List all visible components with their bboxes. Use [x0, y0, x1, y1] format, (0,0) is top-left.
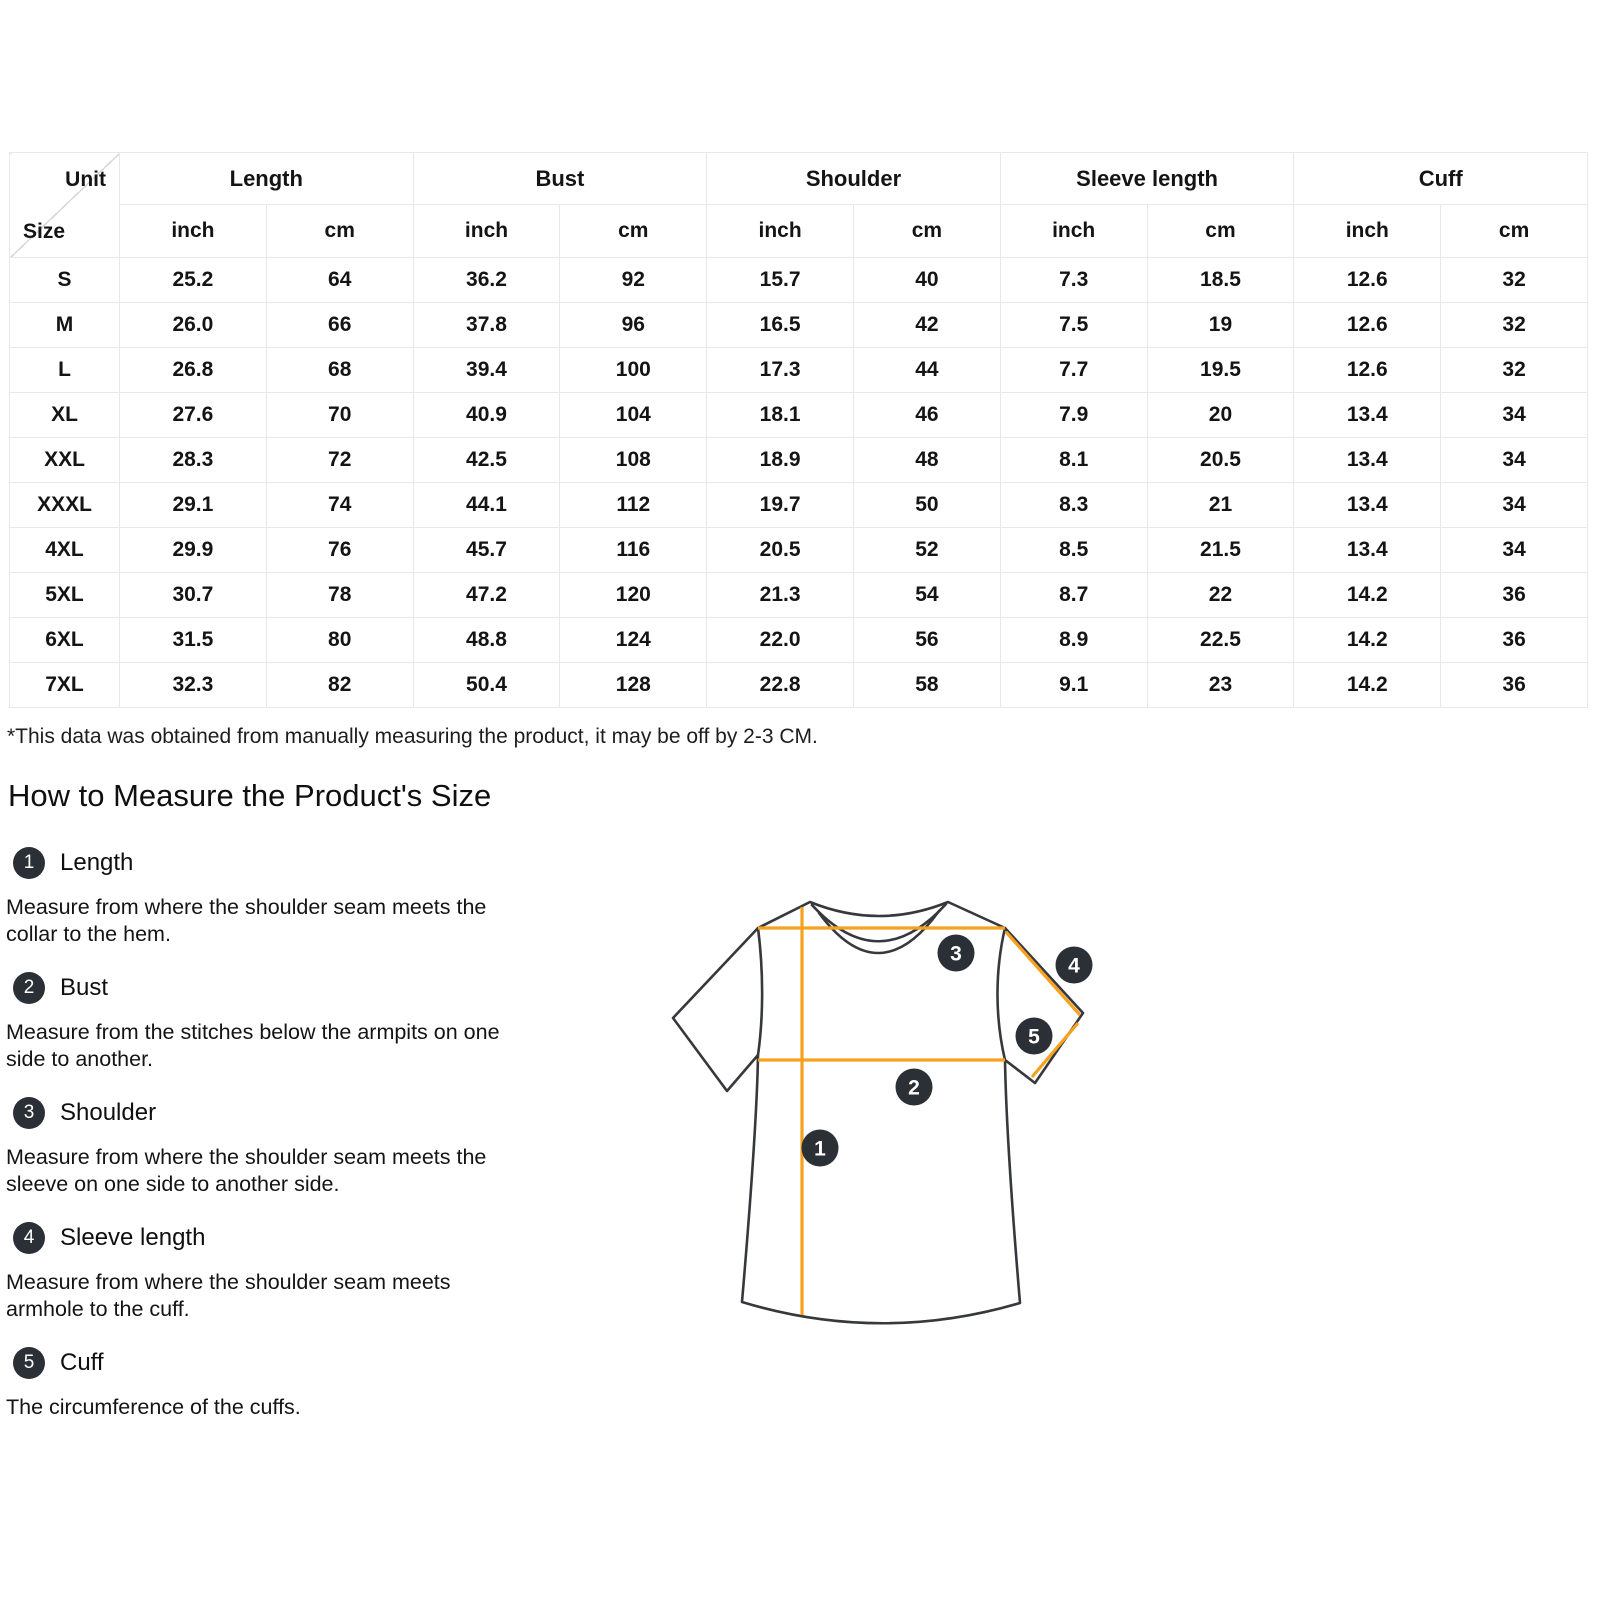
- measure-item: [6, 1222, 586, 1323]
- corner-size-label: Size: [23, 220, 66, 243]
- table-row: [10, 303, 1588, 348]
- value-cell: 20: [1147, 393, 1294, 438]
- item-description: Measure from where the shoulder seam meets the collar to the hem.: [6, 895, 487, 946]
- value-cell: 26.8: [120, 348, 267, 393]
- unit-header: cm: [1441, 205, 1588, 258]
- value-cell: 29.1: [120, 483, 267, 528]
- value-cell: 7.5: [1000, 303, 1147, 348]
- value-cell: 32: [1441, 258, 1588, 303]
- value-cell: 80: [266, 618, 413, 663]
- value-cell: 52: [853, 528, 1000, 573]
- table-row: [10, 573, 1588, 618]
- svg-text:3: 3: [950, 942, 962, 966]
- value-cell: 19: [1147, 303, 1294, 348]
- table-row: [10, 618, 1588, 663]
- value-cell: 40: [853, 258, 1000, 303]
- item-number-badge: 1: [13, 847, 45, 879]
- column-group-cuff: Cuff: [1294, 153, 1588, 205]
- value-cell: 58: [853, 663, 1000, 708]
- value-cell: 25.2: [120, 258, 267, 303]
- value-cell: 31.5: [120, 618, 267, 663]
- value-cell: 18.1: [707, 393, 854, 438]
- table-row: [10, 483, 1588, 528]
- value-cell: 12.6: [1294, 348, 1441, 393]
- size-cell: XXXL: [10, 483, 120, 528]
- diagram-badge-5: [1016, 1018, 1053, 1055]
- size-chart-table: [9, 152, 1588, 708]
- unit-header: inch: [707, 205, 854, 258]
- unit-header: inch: [1000, 205, 1147, 258]
- value-cell: 14.2: [1294, 618, 1441, 663]
- corner-unit-label: Unit: [65, 168, 106, 191]
- item-description: Measure from where the shoulder seam meets armhole to the cuff.: [6, 1270, 451, 1321]
- value-cell: 116: [560, 528, 707, 573]
- value-cell: 34: [1441, 393, 1588, 438]
- value-cell: 13.4: [1294, 483, 1441, 528]
- value-cell: 27.6: [120, 393, 267, 438]
- value-cell: 21.5: [1147, 528, 1294, 573]
- table-row: [10, 663, 1588, 708]
- unit-header: cm: [853, 205, 1000, 258]
- item-description: Measure from the stitches below the armpits on one side to another.: [6, 1020, 500, 1071]
- value-cell: 36: [1441, 618, 1588, 663]
- value-cell: 22.8: [707, 663, 854, 708]
- value-cell: 112: [560, 483, 707, 528]
- unit-header: inch: [120, 205, 267, 258]
- column-group-shoulder: Shoulder: [707, 153, 1001, 205]
- value-cell: 22.5: [1147, 618, 1294, 663]
- value-cell: 30.7: [120, 573, 267, 618]
- measure-item: [6, 1097, 586, 1198]
- unit-header: cm: [266, 205, 413, 258]
- size-table-body: [10, 258, 1588, 708]
- value-cell: 18.9: [707, 438, 854, 483]
- item-label: Bust: [60, 974, 109, 1001]
- measure-item-header: [13, 1222, 586, 1254]
- value-cell: 45.7: [413, 528, 560, 573]
- how-to-measure-section: [6, 776, 586, 1445]
- table-group-header-row: [10, 153, 1588, 205]
- value-cell: 26.0: [120, 303, 267, 348]
- value-cell: 48: [853, 438, 1000, 483]
- size-cell: M: [10, 303, 120, 348]
- value-cell: 13.4: [1294, 528, 1441, 573]
- value-cell: 8.9: [1000, 618, 1147, 663]
- value-cell: 74: [266, 483, 413, 528]
- value-cell: 19.7: [707, 483, 854, 528]
- value-cell: 19.5: [1147, 348, 1294, 393]
- value-cell: 21: [1147, 483, 1294, 528]
- column-group-bust: Bust: [413, 153, 707, 205]
- value-cell: 47.2: [413, 573, 560, 618]
- value-cell: 7.9: [1000, 393, 1147, 438]
- measure-item-header: [13, 847, 586, 879]
- value-cell: 9.1: [1000, 663, 1147, 708]
- table-row: [10, 393, 1588, 438]
- value-cell: 37.8: [413, 303, 560, 348]
- item-number-badge: 3: [13, 1097, 45, 1129]
- value-cell: 16.5: [707, 303, 854, 348]
- size-cell: 6XL: [10, 618, 120, 663]
- unit-header: inch: [1294, 205, 1441, 258]
- item-number-badge: 4: [13, 1222, 45, 1254]
- value-cell: 8.1: [1000, 438, 1147, 483]
- value-cell: 82: [266, 663, 413, 708]
- value-cell: 22.0: [707, 618, 854, 663]
- column-group-length: Length: [120, 153, 414, 205]
- tshirt-outline: [673, 902, 1083, 1323]
- tshirt-measurement-diagram: [655, 870, 1095, 1340]
- value-cell: 7.3: [1000, 258, 1147, 303]
- svg-text:1: 1: [814, 1137, 826, 1161]
- measure-items-list: [6, 847, 586, 1421]
- value-cell: 12.6: [1294, 258, 1441, 303]
- value-cell: 66: [266, 303, 413, 348]
- value-cell: 39.4: [413, 348, 560, 393]
- value-cell: 92: [560, 258, 707, 303]
- value-cell: 23: [1147, 663, 1294, 708]
- size-cell: S: [10, 258, 120, 303]
- value-cell: 36.2: [413, 258, 560, 303]
- value-cell: 54: [853, 573, 1000, 618]
- item-label: Length: [60, 849, 134, 876]
- value-cell: 42: [853, 303, 1000, 348]
- diagram-badge-1: [802, 1130, 839, 1167]
- value-cell: 72: [266, 438, 413, 483]
- diagram-badge-4: [1056, 947, 1093, 984]
- value-cell: 48.8: [413, 618, 560, 663]
- value-cell: 120: [560, 573, 707, 618]
- corner-cell: [10, 153, 120, 258]
- value-cell: 12.6: [1294, 303, 1441, 348]
- measure-item-header: [13, 1347, 586, 1379]
- table-row: [10, 258, 1588, 303]
- value-cell: 46: [853, 393, 1000, 438]
- value-cell: 40.9: [413, 393, 560, 438]
- value-cell: 7.7: [1000, 348, 1147, 393]
- value-cell: 36: [1441, 573, 1588, 618]
- table-row: [10, 348, 1588, 393]
- value-cell: 20.5: [1147, 438, 1294, 483]
- value-cell: 21.3: [707, 573, 854, 618]
- value-cell: 32.3: [120, 663, 267, 708]
- value-cell: 8.3: [1000, 483, 1147, 528]
- value-cell: 29.9: [120, 528, 267, 573]
- value-cell: 56: [853, 618, 1000, 663]
- unit-header: cm: [560, 205, 707, 258]
- diagram-badge-2: [896, 1069, 933, 1106]
- unit-header: cm: [1147, 205, 1294, 258]
- value-cell: 44: [853, 348, 1000, 393]
- measure-item-header: [13, 972, 586, 1004]
- value-cell: 96: [560, 303, 707, 348]
- value-cell: 28.3: [120, 438, 267, 483]
- table-row: [10, 528, 1588, 573]
- value-cell: 36: [1441, 663, 1588, 708]
- value-cell: 78: [266, 573, 413, 618]
- measure-item: [6, 972, 586, 1073]
- value-cell: 18.5: [1147, 258, 1294, 303]
- value-cell: 32: [1441, 348, 1588, 393]
- item-description: The circumference of the cuffs.: [6, 1395, 301, 1419]
- column-group-sleeve-length: Sleeve length: [1000, 153, 1294, 205]
- value-cell: 13.4: [1294, 393, 1441, 438]
- value-cell: 8.5: [1000, 528, 1147, 573]
- value-cell: 14.2: [1294, 573, 1441, 618]
- value-cell: 44.1: [413, 483, 560, 528]
- measure-item: [6, 1347, 586, 1421]
- value-cell: 124: [560, 618, 707, 663]
- value-cell: 34: [1441, 438, 1588, 483]
- tshirt-diagram-svg: [655, 870, 1095, 1340]
- table-unit-header-row: [10, 205, 1588, 258]
- size-cell: L: [10, 348, 120, 393]
- table-row: [10, 438, 1588, 483]
- size-cell: 7XL: [10, 663, 120, 708]
- value-cell: 76: [266, 528, 413, 573]
- size-cell: 5XL: [10, 573, 120, 618]
- svg-text:4: 4: [1068, 954, 1080, 978]
- value-cell: 20.5: [707, 528, 854, 573]
- svg-text:5: 5: [1028, 1025, 1040, 1049]
- value-cell: 42.5: [413, 438, 560, 483]
- value-cell: 70: [266, 393, 413, 438]
- value-cell: 13.4: [1294, 438, 1441, 483]
- size-cell: 4XL: [10, 528, 120, 573]
- item-label: Sleeve length: [60, 1224, 206, 1251]
- value-cell: 34: [1441, 528, 1588, 573]
- size-cell: XXL: [10, 438, 120, 483]
- item-label: Cuff: [60, 1349, 104, 1376]
- value-cell: 128: [560, 663, 707, 708]
- value-cell: 34: [1441, 483, 1588, 528]
- diagram-badge-3: [938, 935, 975, 972]
- value-cell: 68: [266, 348, 413, 393]
- value-cell: 104: [560, 393, 707, 438]
- value-cell: 8.7: [1000, 573, 1147, 618]
- value-cell: 64: [266, 258, 413, 303]
- measurement-footnote: *This data was obtained from manually measuring the product, it may be off by 2-3 CM.: [7, 725, 818, 748]
- svg-text:2: 2: [908, 1076, 920, 1100]
- item-number-badge: 5: [13, 1347, 45, 1379]
- value-cell: 100: [560, 348, 707, 393]
- section-title: How to Measure the Product's Size: [8, 778, 492, 813]
- unit-header: inch: [413, 205, 560, 258]
- item-number-badge: 2: [13, 972, 45, 1004]
- item-description: Measure from where the shoulder seam meets the sleeve on one side to another side.: [6, 1145, 487, 1196]
- value-cell: 108: [560, 438, 707, 483]
- measure-item: [6, 847, 586, 948]
- value-cell: 15.7: [707, 258, 854, 303]
- size-cell: XL: [10, 393, 120, 438]
- value-cell: 50.4: [413, 663, 560, 708]
- value-cell: 14.2: [1294, 663, 1441, 708]
- value-cell: 32: [1441, 303, 1588, 348]
- value-cell: 22: [1147, 573, 1294, 618]
- item-label: Shoulder: [60, 1099, 157, 1126]
- value-cell: 17.3: [707, 348, 854, 393]
- measure-item-header: [13, 1097, 586, 1129]
- value-cell: 50: [853, 483, 1000, 528]
